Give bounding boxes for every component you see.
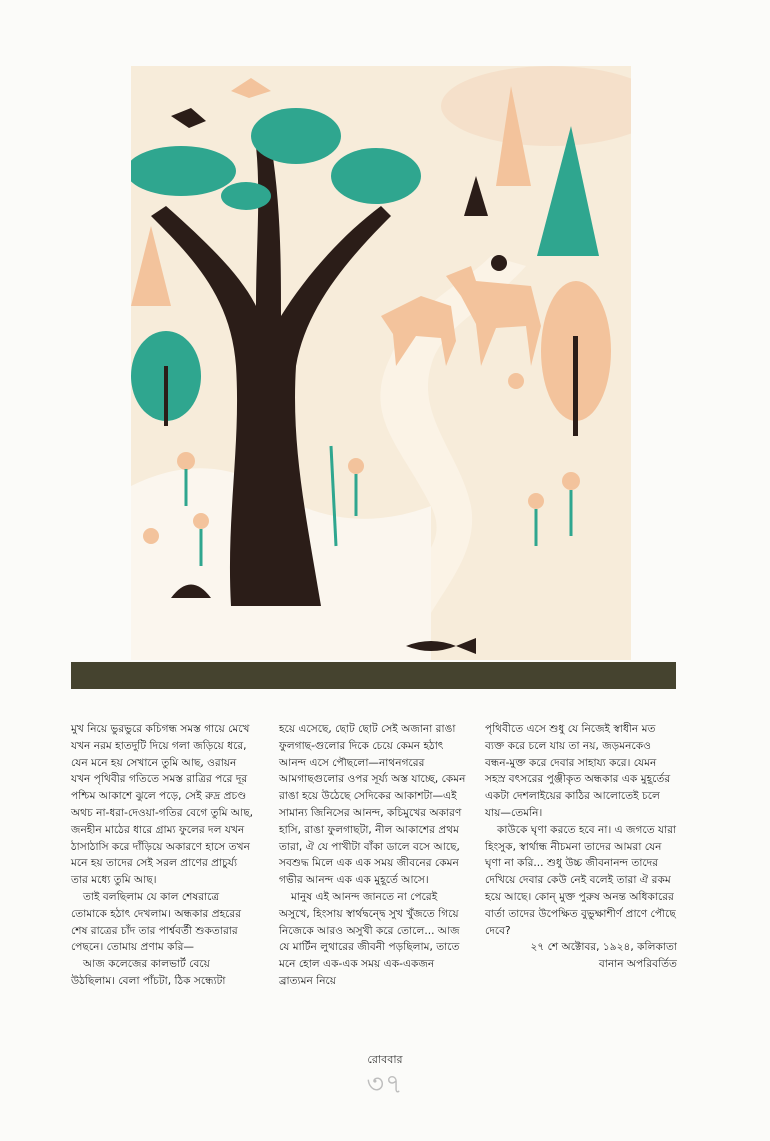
paragraph: হয়ে এসেছে, ছোট ছোট সেই অজানা রাঙা ফুলগাছ-গুলোর দিকে চেয়ে কেমন হঠাৎ আনন্দ এসে পৌছলো—নাথনগরের আমগাছগুলোর ওপর সূর্য্য অস্ত যাচ্ছে, কেমন রাঙা হয়ে উঠেছে সেদিকের আকাশটা—এই সামান্য জিনিসের আনন্দ, কচিমুখের অকারণ হাসি, রাঙা ফুলগাছটা, নীল আকাশের প্রথম তারা, ঐ যে পাখীটা বাঁকা ডালে বসে আছে, সবশুদ্ধ মিলে এক এক সময় জীবনের কেমন গভীর আনন্দ এক এক মুহূর্তে আসে। <box>279 723 466 887</box>
paragraph: মানুষ এই আনন্দ জানতে না পেরেই অসুখে, হিংসায় স্বার্থদ্বন্দ্বে সুখ খুঁজতে গিয়ে নিজেকে আরও অসুখী করে তোলে... আজ যে মার্টিন লুথারের জীবনী পড়ছিলাম, তাতে মনে হোল এক-এক সময় এক-একজন ব্রাত্যমন নিয়ে <box>279 890 460 987</box>
paragraph: মুখ নিয়ে ভুরভুরে কচিগন্ধ সমস্ত গায়ে মেখে যখন নরম হাতদুটি দিয়ে গলা জড়িয়ে ধরে, যেন মনে হয় সেখানে তুমি আছ, ওরায়ন যখন পৃথিবীর গতিতে সমস্ত রাত্রির পরে দূর পশ্চিম আকাশে ঝুলে পড়ে, সেই রুদ্র প্রচণ্ড অথচ না-ধরা-দেওয়া-গতির বেগে তুমি আছ, জনহীন মাঠের ধারে গ্রাম্য ফুলের দল যখন ঠাসাঠাসি করে দাঁড়িয়ে অকারণে হাসে তখন মনে হয় তাদের সেই সরল প্রাণের প্রাচুর্য্য তার মধ্যে তুমি আছ। <box>71 723 254 887</box>
tree-canopy <box>131 146 236 196</box>
page-number: ৩৭ <box>366 1069 404 1100</box>
text-column-1 <box>71 721 257 990</box>
text-column-3 <box>485 721 677 973</box>
paragraph: পৃথিবীতে এসে শুধু যে নিজেই স্বাধীন মত ব্যক্ত করে চলে যায় তা নয়, জড়মনকেও বন্ধন-মুক্ত করে দেবার সাহায্য করে। যেমন সহস্র বৎসরের পুঞ্জীকৃত অন্ধকার এক মুহূর্তের একটা দেশলাইয়ের কাঠির আলোতেই চলে যায়—তেমনি। <box>485 723 671 819</box>
paragraph: তাই বলছিলাম যে কাল শেষরাত্রে তোমাকে হঠাৎ দেখলাম। অন্ধকার প্রহরের শেষ রাত্রের চাঁদ তার পার্শ্ববর্তী শুকতারার পেছনে। তোমায় প্রণাম করি— <box>71 890 242 954</box>
title-band <box>71 662 676 689</box>
paragraph: আজ কলেজের কালভার্ট বেয়ে উঠছিলাম। বেলা পাঁচটা, ঠিক সন্ধ্যেটা <box>71 958 226 987</box>
forest-illustration <box>131 66 631 660</box>
magazine-name: রোববার <box>367 1053 403 1066</box>
dateline: ২৭ শে অক্টোবর, ১৯২৪, কলিকাতা <box>530 941 677 954</box>
text-column-2 <box>279 721 467 990</box>
editorial-note: বানান অপরিবর্তিত <box>598 958 677 971</box>
paragraph: কাউকে ঘৃণা করতে হবে না। এ জগতে যারা হিংসুক, স্বার্থান্ধ নীচমনা তাদের আমরা যেন ঘৃণা না করি... শুধু উচ্চ জীবনানন্দ তাদের দেখিয়ে দেবার কেউ নেই বলেই তারা ঐ রকম হয়ে আছে। কোন্ মুক্ত পুরুষ অনন্ত অধিকারের বার্তা তাদের উপেক্ষিত বুভুক্ষাশীর্ণ প্রাণে পৌছে দেবে? <box>485 823 677 937</box>
